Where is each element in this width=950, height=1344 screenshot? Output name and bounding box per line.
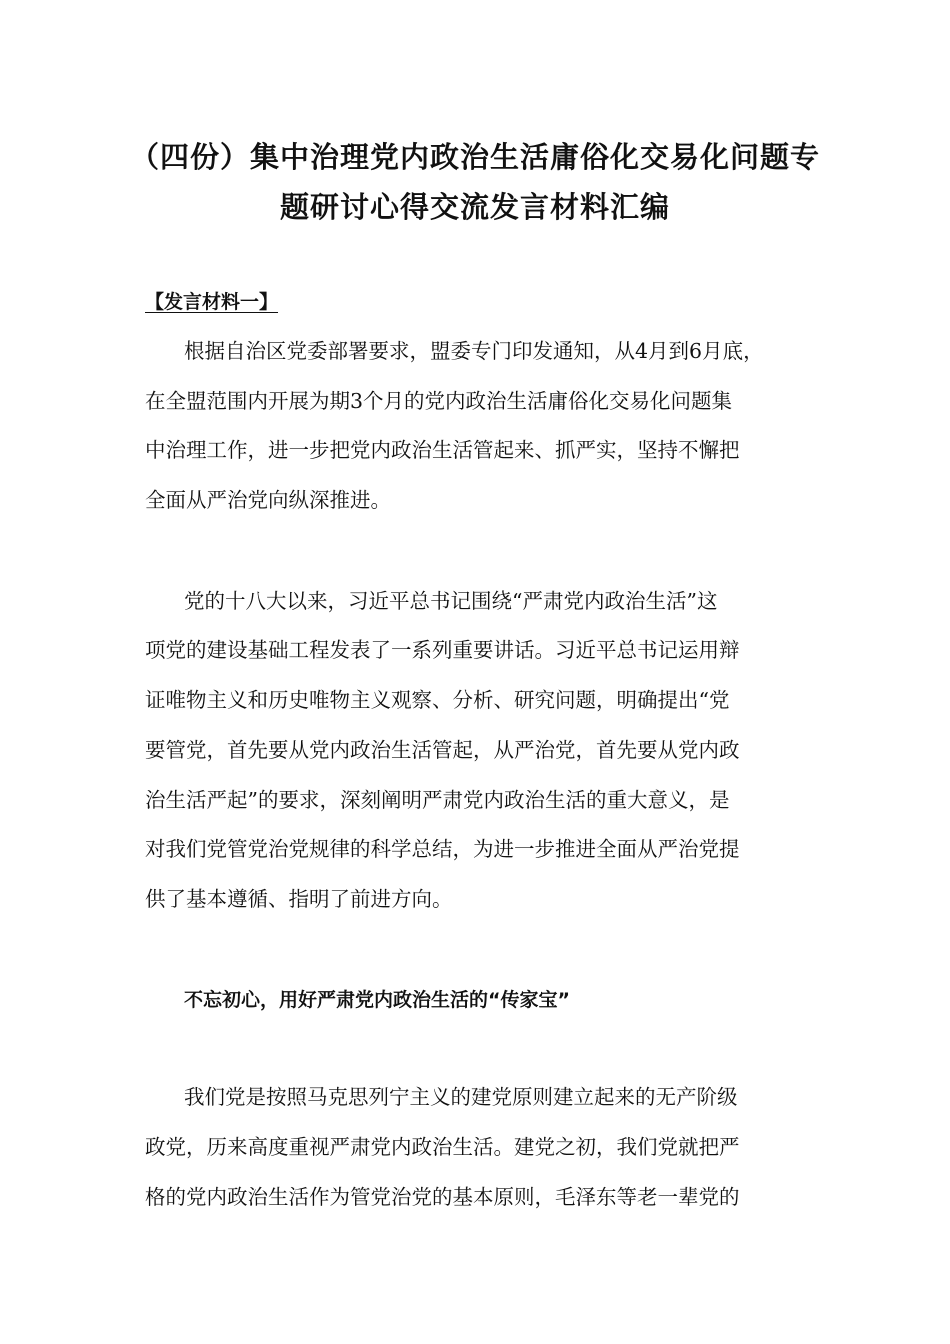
paragraph-1-line-4: 全面从严治党向纵深推进。 — [145, 488, 391, 512]
paragraph-2-line-7: 供了基本遵循、指明了前进方向。 — [145, 887, 453, 911]
paragraph-3-line-3: 格的党内政治生活作为管党治党的基本原则，毛泽东等老一辈党的 — [145, 1185, 740, 1209]
paragraph-2-line-3: 证唯物主义和历史唯物主义观察、分析、研究问题，明确提出“党 — [145, 688, 730, 712]
paragraph-1-line-2: 在全盟范围内开展为期3个月的党内政治生活庸俗化交易化问题集 — [145, 389, 733, 413]
paragraph-2-line-1: 党的十八大以来，习近平总书记围绕“严肃党内政治生活”这 — [184, 589, 718, 613]
document-title-line-1: （四份）集中治理党内政治生活庸俗化交易化问题专 — [129, 140, 820, 174]
document-title-line-2: 题研讨心得交流发言材料汇编 — [279, 190, 670, 224]
paragraph-2-line-6: 对我们党管党治党规律的科学总结，为进一步推进全面从严治党提 — [145, 837, 740, 861]
paragraph-2-line-5: 治生活严起”的要求，深刻阐明严肃党内政治生活的重大意义，是 — [145, 788, 730, 812]
paragraph-1-line-1: 根据自治区党委部署要求，盟委专门印发通知，从4月到6月底， — [184, 339, 764, 363]
section-label: 【发言材料一】 — [145, 291, 279, 313]
paragraph-2-line-2: 项党的建设基础工程发表了一系列重要讲话。习近平总书记运用辩 — [145, 638, 740, 662]
paragraph-2-line-4: 要管党，首先要从党内政治生活管起，从严治党，首先要从党内政 — [145, 738, 740, 762]
paragraph-1-line-3: 中治理工作，进一步把党内政治生活管起来、抓严实，坚持不懈把 — [145, 438, 740, 462]
section-subheading: 不忘初心，用好严肃党内政治生活的“传家宝” — [184, 989, 570, 1011]
paragraph-3-line-1: 我们党是按照马克思列宁主义的建党原则建立起来的无产阶级 — [184, 1085, 738, 1109]
paragraph-3-line-2: 政党，历来高度重视严肃党内政治生活。建党之初，我们党就把严 — [145, 1135, 740, 1159]
